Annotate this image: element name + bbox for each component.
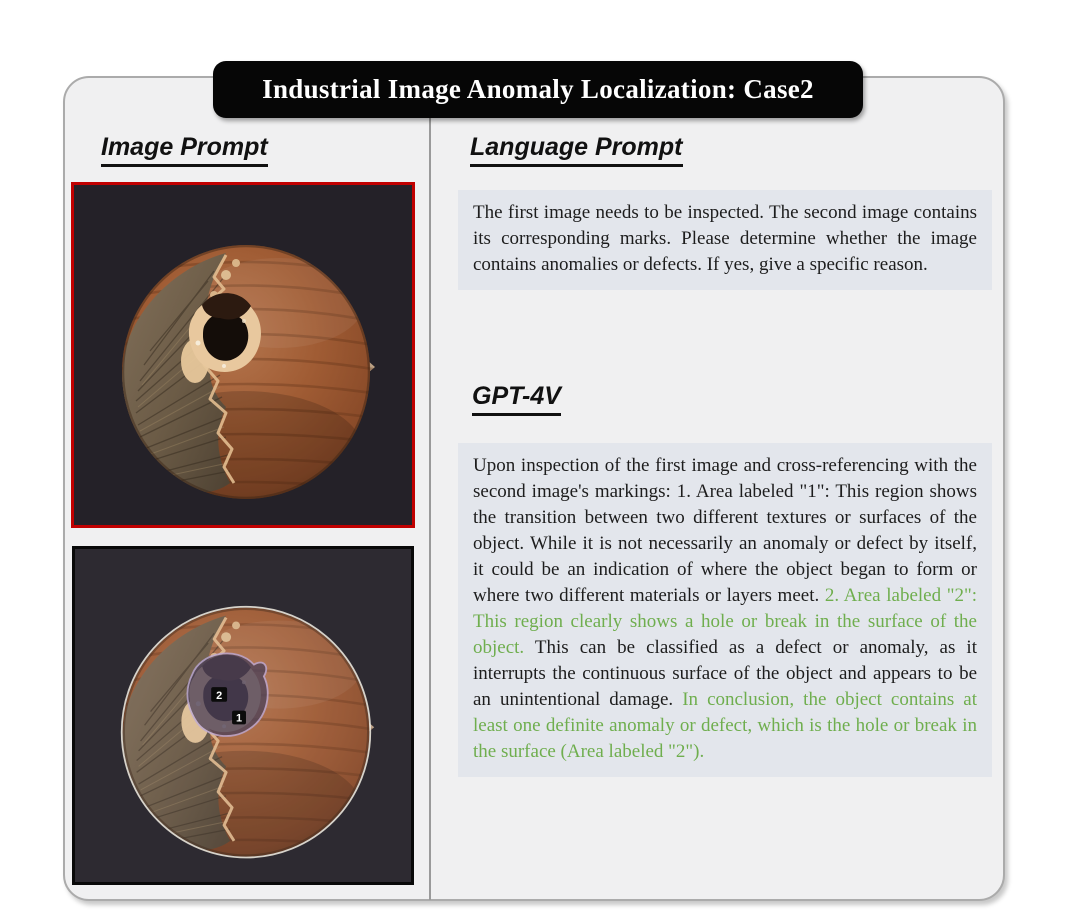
- mark-1-label: 1: [235, 712, 243, 725]
- hazelnut-marked-photo: [75, 549, 411, 882]
- mark-2-label: 2: [216, 689, 223, 702]
- mark-2: [211, 687, 227, 702]
- page-title: Industrial Image Anomaly Localization: Case2: [262, 74, 814, 104]
- hazelnut-photo: [74, 185, 412, 525]
- gpt4v-response-text: Upon inspection of the first image and cross-referencing with the second image's markings: 1. Area labeled "1": This region shows the transition between two different textures or surfaces of the object. While it is not necessarily an anomaly or defect by itself, it could be an indication of where the object began to form or where two different materials or layers meet. 2. Area labeled "2": This region clearly shows a hole or break in the surface of the object. This can be classified as a defect or anomaly, as it interrupts the continuous surface of the object and appears to be an unintentional damage. In conclusion, the object contains at least one definite anomaly or defect, which is the hole or break in the surface (Area labeled "2").: [473, 455, 978, 762]
- image-prompt-heading: Image Prompt: [101, 134, 268, 167]
- language-prompt-text: The first image needs to be inspected. The second image contains its corresponding marks. Please determine whether the image contains anomalies or defects. If yes, give a specific reason.: [473, 202, 977, 275]
- language-prompt-heading: Language Prompt: [470, 134, 683, 167]
- column-divider: [429, 112, 431, 900]
- inspection-image: [71, 182, 415, 528]
- mark-1: [232, 711, 246, 725]
- title-banner: [213, 61, 863, 118]
- gpt4v-heading: GPT-4V: [472, 383, 561, 416]
- marked-image: [72, 546, 414, 885]
- language-prompt-box: [458, 190, 992, 290]
- segmentation-mask-region2: [187, 653, 267, 736]
- gpt4v-response-box: [458, 443, 992, 777]
